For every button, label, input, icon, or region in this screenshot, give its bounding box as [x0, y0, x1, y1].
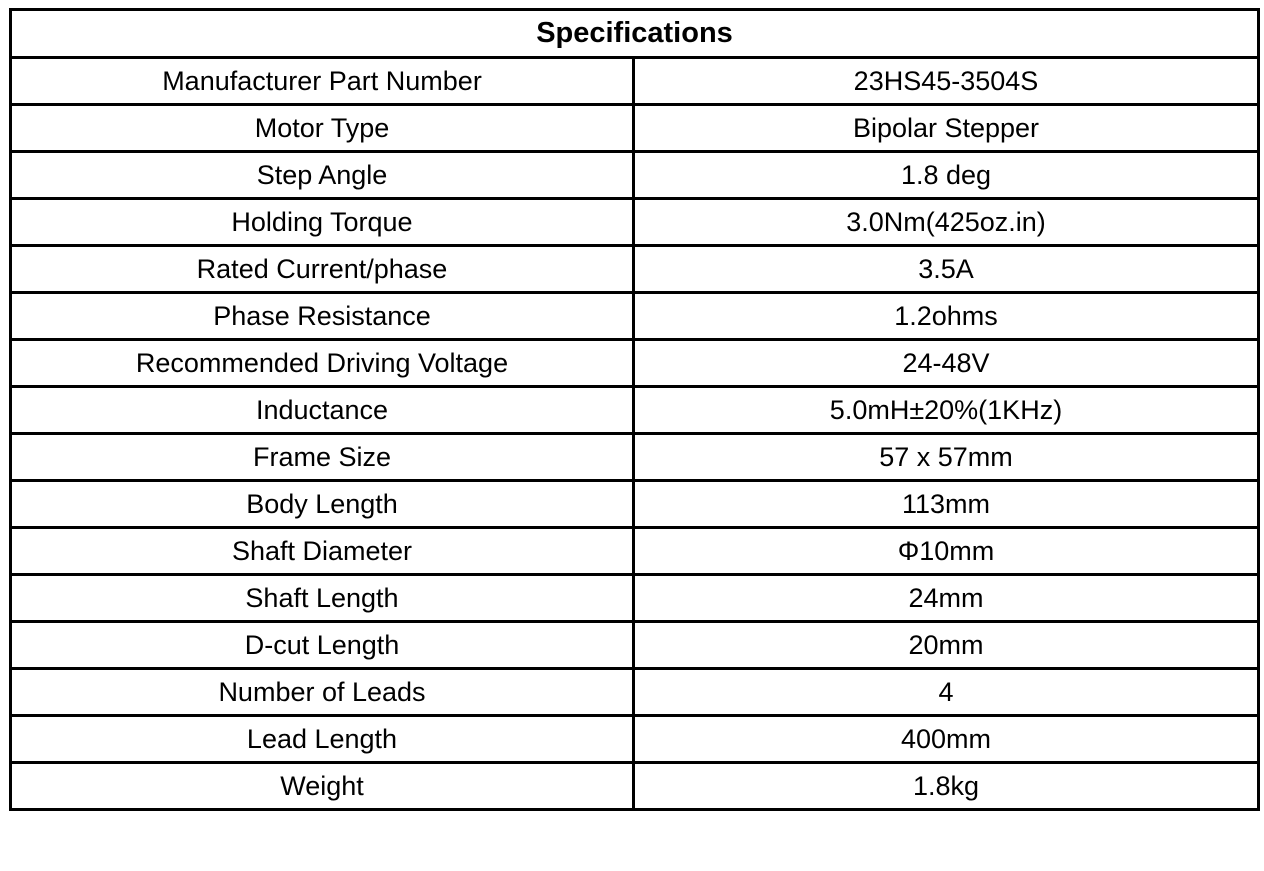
spec-value: 113mm — [634, 481, 1259, 528]
spec-label: Manufacturer Part Number — [11, 58, 634, 105]
table-row — [11, 481, 1259, 528]
spec-label: Frame Size — [11, 434, 634, 481]
spec-value: 20mm — [634, 622, 1259, 669]
spec-value: 57 x 57mm — [634, 434, 1259, 481]
table-row — [11, 246, 1259, 293]
table-row — [11, 105, 1259, 152]
table-row — [11, 199, 1259, 246]
spec-label: Number of Leads — [11, 669, 634, 716]
spec-label: Inductance — [11, 387, 634, 434]
table-row — [11, 763, 1259, 810]
spec-label: D-cut Length — [11, 622, 634, 669]
spec-value: Φ10mm — [634, 528, 1259, 575]
spec-label: Holding Torque — [11, 199, 634, 246]
spec-label: Rated Current/phase — [11, 246, 634, 293]
table-row — [11, 716, 1259, 763]
spec-value: 1.8 deg — [634, 152, 1259, 199]
specifications-table — [9, 8, 1260, 811]
spec-value: 400mm — [634, 716, 1259, 763]
spec-value: 24-48V — [634, 340, 1259, 387]
spec-label: Step Angle — [11, 152, 634, 199]
table-row — [11, 669, 1259, 716]
spec-value: 3.5A — [634, 246, 1259, 293]
spec-label: Phase Resistance — [11, 293, 634, 340]
table-row — [11, 387, 1259, 434]
table-row — [11, 293, 1259, 340]
table-row — [11, 622, 1259, 669]
spec-value: 23HS45-3504S — [634, 58, 1259, 105]
spec-value: 1.2ohms — [634, 293, 1259, 340]
spec-label: Lead Length — [11, 716, 634, 763]
table-row — [11, 58, 1259, 105]
table-row — [11, 340, 1259, 387]
table-title: Specifications — [11, 10, 1259, 58]
spec-value: 3.0Nm(425oz.in) — [634, 199, 1259, 246]
spec-value: 24mm — [634, 575, 1259, 622]
spec-label: Recommended Driving Voltage — [11, 340, 634, 387]
table-row — [11, 434, 1259, 481]
spec-value: 5.0mH±20%(1KHz) — [634, 387, 1259, 434]
spec-value: 1.8kg — [634, 763, 1259, 810]
spec-value: 4 — [634, 669, 1259, 716]
spec-label: Weight — [11, 763, 634, 810]
spec-label: Body Length — [11, 481, 634, 528]
spec-label: Motor Type — [11, 105, 634, 152]
spec-label: Shaft Diameter — [11, 528, 634, 575]
table-row — [11, 152, 1259, 199]
table-header-row — [11, 10, 1259, 58]
spec-label: Shaft Length — [11, 575, 634, 622]
table-row — [11, 575, 1259, 622]
table-row — [11, 528, 1259, 575]
spec-value: Bipolar Stepper — [634, 105, 1259, 152]
